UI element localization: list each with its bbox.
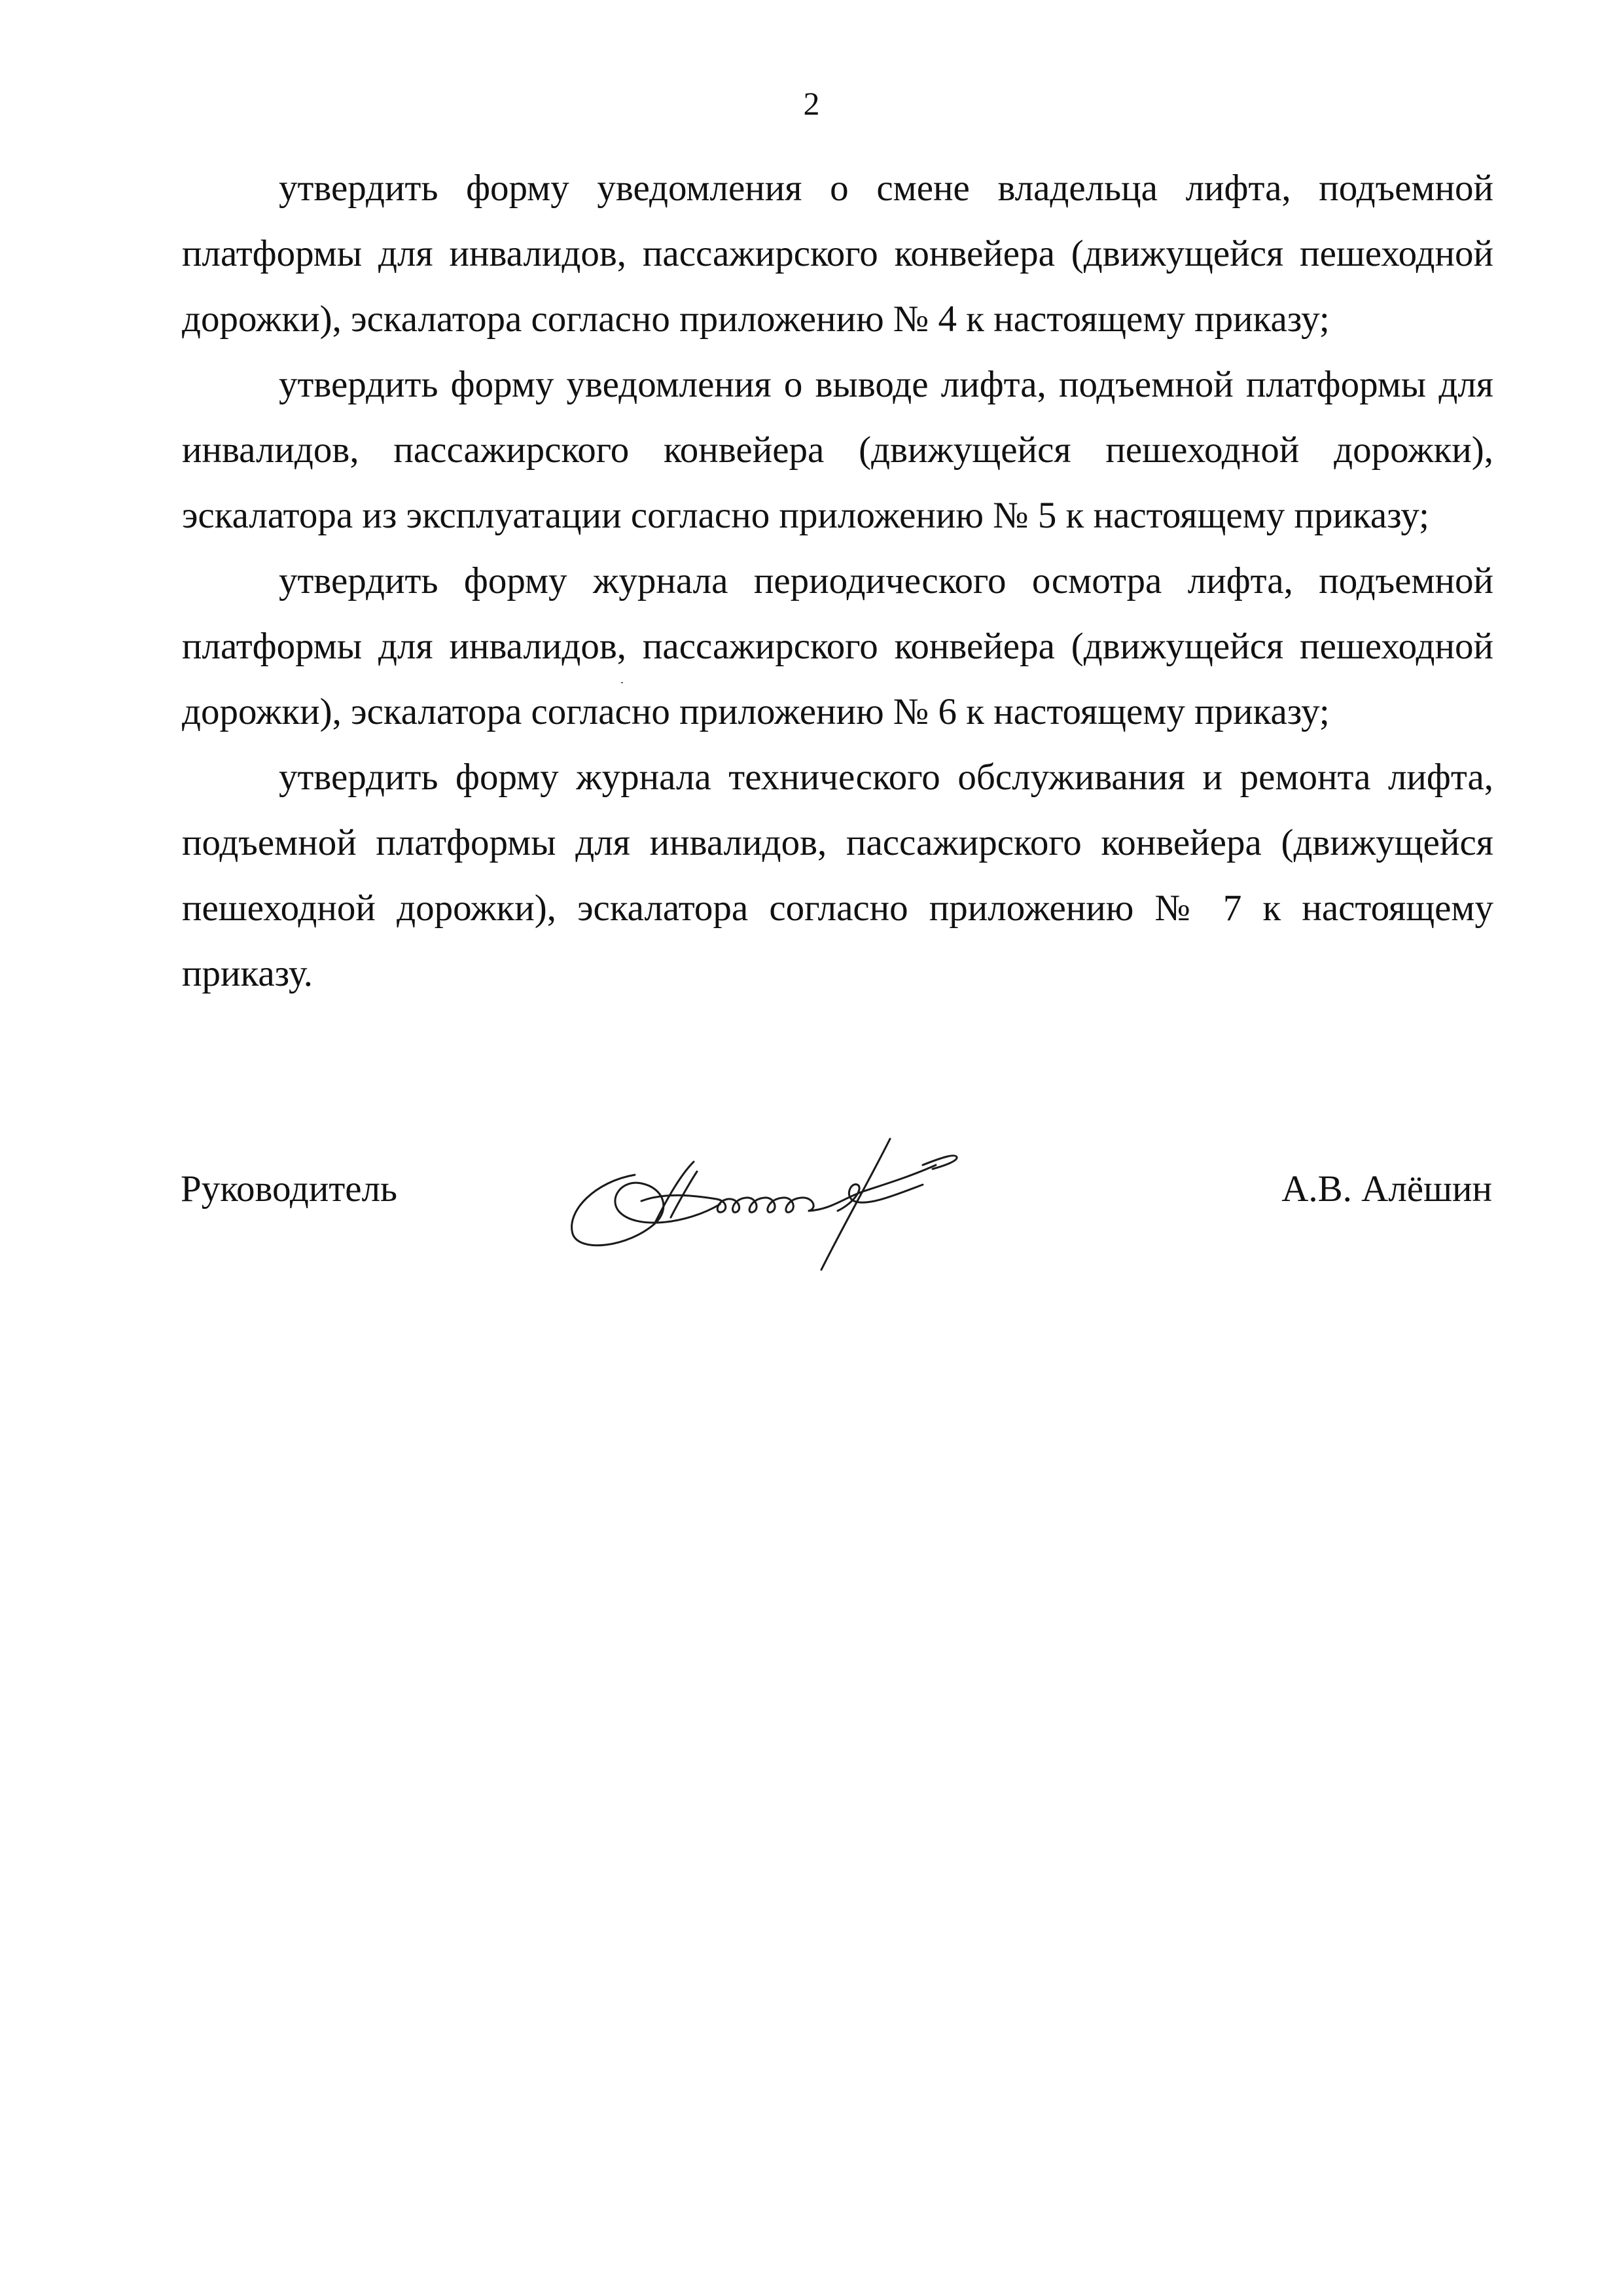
paragraph-appendix-5: утвердить форму уведомления о выводе лифта, подъемной платформы для инвалидов, пассажирского конвейера (движущейся пешеходной дорожки), эскалатора из эксплуатации согласно приложению № 5 к настоящему приказу;: [182, 364, 1493, 536]
page-number: 2: [803, 85, 820, 122]
body-text: [182, 156, 1493, 1007]
paragraph-appendix-4: утвердить форму уведомления о смене владельца лифта, подъемной платформы для инвалидов, пассажирского конвейера (движущейся пешеходной дорожки), эскалатора согласно приложению № 4 к настоящему приказу;: [182, 168, 1493, 340]
signatory-title: Руководитель: [181, 1168, 398, 1210]
paragraph-appendix-7: утвердить форму журнала технического обслуживания и ремонта лифта, подъемной платформы для инвалидов, пассажирского конвейера (движущейся пешеходной дорожки), эскалатора согласно приложению № 7 к настоящему приказу.: [182, 757, 1493, 994]
paragraph-appendix-6: утвердить форму журнала периодического осмотра лифта, подъемной платформы для инвалидов, пассажирского конвейера (движущейся пешеходной дорожки), эскалатора согласно приложению № 6 к настоящему приказу;: [182, 560, 1493, 732]
handwritten-signature: [556, 1126, 1054, 1276]
scan-speck: [621, 682, 623, 683]
signatory-name: А.В. Алёшин: [1281, 1168, 1492, 1210]
